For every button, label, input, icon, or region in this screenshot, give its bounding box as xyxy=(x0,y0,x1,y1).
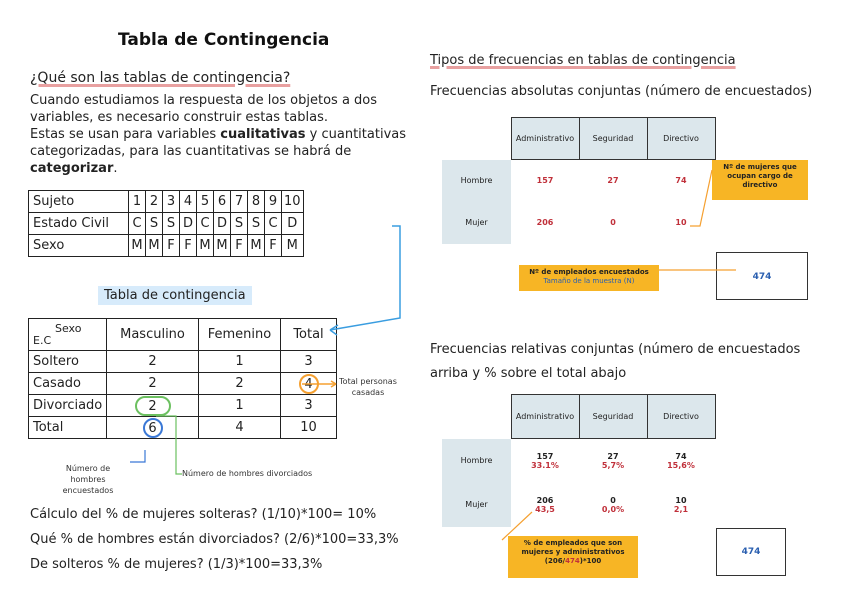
cell-count: 10 xyxy=(675,495,687,505)
cell: M xyxy=(146,235,163,257)
callout-women-directivo: Nº de mujeres que ocupan cargo de directivo xyxy=(712,160,808,200)
cell: 74 xyxy=(675,176,687,186)
header-row xyxy=(442,118,715,160)
blank-cell xyxy=(442,395,511,439)
note-men-surveyed: Número de hombres encuestados xyxy=(62,464,114,495)
col-header: Administrativo xyxy=(511,118,579,160)
callout-pct-num: 474 xyxy=(565,557,580,565)
callout-pct-post: )*100 xyxy=(579,557,602,565)
col-header: Total xyxy=(281,319,337,351)
note-total-married: Total personas casadas xyxy=(339,377,397,397)
calc-line: Cálculo del % de mujeres solteras? (1/10)*100= 10% xyxy=(30,507,377,522)
cell xyxy=(107,395,199,417)
cell xyxy=(511,483,579,527)
table-row xyxy=(442,202,715,244)
cell: 10 xyxy=(675,218,687,227)
cell: 3 xyxy=(281,351,337,373)
col-header: Directivo xyxy=(647,118,715,160)
cell xyxy=(281,373,337,395)
cell: M xyxy=(129,235,146,257)
cell-pct: 33.1% xyxy=(531,460,559,470)
calculations xyxy=(30,502,399,577)
col-header: Directivo xyxy=(647,395,715,439)
calc-line: Qué % de hombres están divorciados? (2/6)*100=33,3% xyxy=(30,532,399,547)
cell-pct: 43,5 xyxy=(535,504,555,514)
cell: 27 xyxy=(607,176,619,186)
contingency-header-row xyxy=(29,319,337,351)
row-label: Sexo xyxy=(29,235,129,257)
question-heading: ¿Qué son las tablas de contingencia? xyxy=(30,70,291,86)
types-heading: Tipos de frecuencias en tablas de contingencia xyxy=(430,53,736,68)
civil-status-row xyxy=(29,213,304,235)
callout-pct-line1: % de empleados que son mujeres y administrativos xyxy=(521,539,625,556)
cell: D xyxy=(214,213,231,235)
cell: 4 xyxy=(180,191,197,213)
cell-pct: 15,6% xyxy=(667,460,695,470)
calc-line: De solteros % de mujeres? (1/3)*100=33,3% xyxy=(30,557,323,572)
table-row xyxy=(29,351,337,373)
cell: F xyxy=(180,235,197,257)
contingency-table xyxy=(28,318,337,439)
callout-pct-pre: (206/ xyxy=(544,557,566,565)
cell xyxy=(579,439,647,483)
cell: 1 xyxy=(129,191,146,213)
cell: 9 xyxy=(265,191,282,213)
relative-frequency-table xyxy=(442,394,716,527)
subject-row xyxy=(29,191,304,213)
cell xyxy=(511,439,579,483)
table-row xyxy=(29,373,337,395)
cell: 4 xyxy=(199,417,281,439)
row-label: Total xyxy=(29,417,107,439)
cell: 6 xyxy=(214,191,231,213)
intro-bold-categorizar: categorizar xyxy=(30,161,114,176)
blank-cell xyxy=(442,118,511,160)
callout-sample-line2: Tamaño de la muestra (N) xyxy=(543,277,635,285)
intro-line-2 xyxy=(30,126,422,177)
cell: 8 xyxy=(248,191,265,213)
col-header: Seguridad xyxy=(579,118,647,160)
orange-circle: 4 xyxy=(299,374,319,394)
callout-sample-size xyxy=(519,265,659,291)
cell: F xyxy=(163,235,180,257)
cell: F xyxy=(265,235,282,257)
blue-arrow-line xyxy=(330,226,400,330)
row-label: Divorciado xyxy=(29,395,107,417)
cell-pct: 0,0% xyxy=(601,504,625,514)
intro-text-c: y cuantitativas categorizadas, para las cuantitativas se habrá de xyxy=(30,127,406,159)
cell: 0 xyxy=(610,218,616,227)
intro-text-a: Estas se usan para variables xyxy=(30,127,221,142)
relative-total-box: 474 xyxy=(716,528,786,576)
cell xyxy=(579,483,647,527)
row-label: Casado xyxy=(29,373,107,395)
table-row xyxy=(29,417,337,439)
cell: 2 xyxy=(146,191,163,213)
cell: F xyxy=(231,235,248,257)
absolute-frequency-table xyxy=(442,117,716,244)
cell: 10 xyxy=(281,417,337,439)
cell: S xyxy=(146,213,163,235)
cell xyxy=(647,483,715,527)
cell: M xyxy=(197,235,214,257)
intro-text xyxy=(30,92,422,177)
cell: C xyxy=(197,213,214,235)
callout-pct-women-admin xyxy=(508,536,638,578)
cell: 206 xyxy=(536,218,554,227)
absolute-total-box: 474 xyxy=(716,252,808,300)
row-label: Mujer xyxy=(442,483,511,527)
contingency-label: Tabla de contingencia xyxy=(98,286,252,305)
row-label: Hombre xyxy=(442,439,511,483)
col-header: Masculino xyxy=(107,319,199,351)
col-header: Seguridad xyxy=(579,395,647,439)
header-row xyxy=(442,395,715,439)
intro-text-e: . xyxy=(113,161,118,176)
cell: 3 xyxy=(163,191,180,213)
corner-bottom: E.C xyxy=(33,333,52,347)
corner-top: Sexo xyxy=(55,321,82,335)
absolute-heading: Frecuencias absolutas conjuntas (número de encuestados) xyxy=(430,84,813,99)
callout-pct-line2 xyxy=(511,557,635,566)
intro-bold-cualitativas: cualitativas xyxy=(220,127,306,142)
page-title: Tabla de Contingencia xyxy=(118,30,330,50)
cell-count: 157 xyxy=(536,451,554,461)
cell-count: 0 xyxy=(610,495,616,505)
cell: M xyxy=(214,235,231,257)
blue-small-arrow-line xyxy=(130,450,145,462)
note-men-divorced: Número de hombres divorciados xyxy=(182,469,313,478)
cell: 3 xyxy=(281,395,337,417)
col-header: Administrativo xyxy=(511,395,579,439)
subject-table xyxy=(28,190,304,257)
cell: M xyxy=(248,235,265,257)
cell: C xyxy=(129,213,146,235)
cell: S xyxy=(248,213,265,235)
row-label: Sujeto xyxy=(29,191,129,213)
cell: 10 xyxy=(282,191,304,213)
green-circle: 2 xyxy=(135,396,171,416)
cell-pct: 2,1 xyxy=(673,504,689,514)
corner-cell xyxy=(29,319,107,351)
cell: 2 xyxy=(199,373,281,395)
table-row xyxy=(29,395,337,417)
cell: 2 xyxy=(107,351,199,373)
cell: 1 xyxy=(199,395,281,417)
cell-pct: 5,7% xyxy=(601,460,625,470)
row-label: Hombre xyxy=(442,160,511,202)
relative-heading: Frecuencias relativas conjuntas (número de encuestados arriba y % sobre el total abajo xyxy=(430,342,801,381)
sex-row xyxy=(29,235,304,257)
cell: D xyxy=(180,213,197,235)
row-label: Soltero xyxy=(29,351,107,373)
cell xyxy=(647,439,715,483)
callout-sample-line1: Nº de empleados encuestados xyxy=(529,268,649,276)
table-row xyxy=(442,439,715,483)
cell: S xyxy=(163,213,180,235)
row-label: Estado Civil xyxy=(29,213,129,235)
table-row xyxy=(442,160,715,202)
intro-line-1: Cuando estudiamos la respuesta de los objetos a dos variables, es necesario construir estas tablas. xyxy=(30,93,378,125)
cell-count: 74 xyxy=(675,451,687,461)
row-label: Mujer xyxy=(442,202,511,244)
cell: 157 xyxy=(536,176,554,186)
cell: M xyxy=(282,235,304,257)
cell-count: 27 xyxy=(607,451,619,461)
cell: 2 xyxy=(107,373,199,395)
table-row xyxy=(442,483,715,527)
col-header: Femenino xyxy=(199,319,281,351)
cell: 7 xyxy=(231,191,248,213)
cell: 1 xyxy=(199,351,281,373)
cell: C xyxy=(265,213,282,235)
cell-count: 206 xyxy=(536,495,554,505)
blue-circle: 6 xyxy=(143,418,163,438)
cell xyxy=(107,417,199,439)
cell: D xyxy=(282,213,304,235)
cell: S xyxy=(231,213,248,235)
cell: 5 xyxy=(197,191,214,213)
